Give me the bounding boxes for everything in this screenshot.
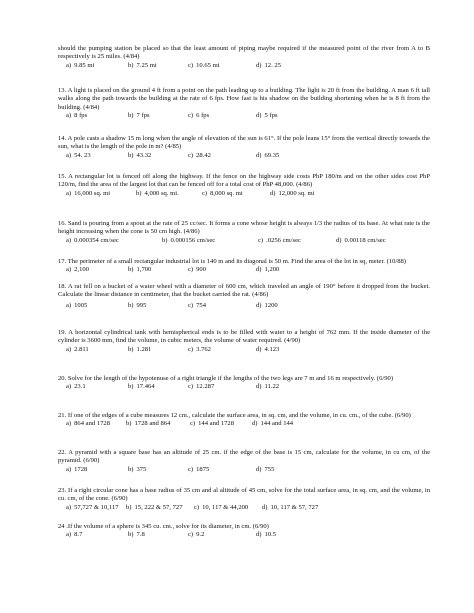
answer-options <box>66 466 430 474</box>
question-20 <box>58 375 430 392</box>
option-a: a) 23.1 <box>66 383 86 391</box>
option-a: a) 54. 23 <box>66 151 91 159</box>
option-d: d) 69.35 <box>256 151 280 159</box>
option-a: a) 9.85 mi <box>66 61 95 69</box>
answer-options <box>66 62 430 70</box>
option-c: c) 754 <box>188 301 207 309</box>
option-a: a) 1005 <box>66 301 88 309</box>
question-12-continued <box>58 45 430 70</box>
question-text: 17. The perimeter of a small rectangular industrial lot is 140 m and its diagonal is 50 m. Find the area of the lot in sq, meter. (10/88) <box>58 258 406 265</box>
option-d: d) 10, 117 & 57, 727 <box>262 503 319 511</box>
answer-options <box>66 266 430 274</box>
option-c: c) 10.65 mi <box>188 61 220 69</box>
option-c: c) 3.762 <box>188 345 211 353</box>
question-22 <box>58 449 430 474</box>
option-b: b) 17.464 <box>128 383 155 391</box>
option-d: d) 12. 25 <box>256 61 281 69</box>
question-18 <box>58 283 430 310</box>
option-c: c) 8,000 sq. mi <box>202 189 243 197</box>
option-b: b) 43.32 <box>128 151 152 159</box>
answer-options <box>66 346 430 354</box>
answer-options <box>66 302 430 310</box>
option-b: b) 995 <box>128 301 147 309</box>
option-c: c) .0256 cm/sec <box>258 236 301 244</box>
option-b: b) 1,700 <box>128 266 152 274</box>
option-a: a) 1728 <box>66 465 88 473</box>
option-c: c) 6 fps <box>188 112 210 120</box>
answer-options <box>66 237 430 245</box>
option-b: b) 7.8 <box>128 531 145 539</box>
question-23 <box>58 487 430 512</box>
option-a: a) 8 fps <box>66 112 88 120</box>
option-d: d) 755 <box>256 465 275 473</box>
answer-options <box>66 420 430 428</box>
answer-options <box>66 383 430 391</box>
question-text: 14. A pole casts a shadow 15 m long when the angle of elevation of the sun is 61°. If the pole leans 15° from the vertical directly towards the sun, what is the length of the pole in m? (4/85) <box>58 135 430 151</box>
question-text: should the pumping station be placed so that the least amount of piping maybe required if the measured point of the river from A to B respectively is 25 miles. (4/84) <box>58 45 430 61</box>
option-c: c) 10, 117 & 44,200 <box>194 503 249 511</box>
question-17 <box>58 258 430 275</box>
answer-options <box>66 152 430 160</box>
option-c: c) 12.287 <box>188 383 215 391</box>
option-b: b) 4,000 sq. mi. <box>136 189 179 197</box>
option-b: b) 0.000156 cm/sec <box>162 236 216 244</box>
option-b: b) 15, 222 & 57, 727 <box>126 503 183 511</box>
option-d: d) 1200 <box>256 301 278 309</box>
option-a: a) 2.811 <box>66 345 89 353</box>
question-19 <box>58 329 430 354</box>
question-24 <box>58 523 430 540</box>
option-d: d) 10.5 <box>256 531 277 539</box>
question-text: 16. Sand is pouring from a spout at the rate of 25 cc/sec. It forms a cone whose height is always 1/3 the radius of its base. At what rate is the height increasing when the cone is 50 cm high. (4/86) <box>58 220 430 236</box>
question-16 <box>58 220 430 245</box>
question-text: 15. A rectangular lot is fenced off along the highway. If the fence on the highway side costs PhP 180/m and on the other sides cost PhP 120/m, find the area of the largest lot that can be fenced off for a total cost of PhP 48,000. (4/86) <box>58 173 430 189</box>
option-d: d) 1,200 <box>256 266 280 274</box>
answer-options <box>66 504 430 512</box>
option-c: c) 900 <box>188 266 207 274</box>
option-c: c) 28.42 <box>188 151 211 159</box>
question-15 <box>58 173 430 198</box>
option-a: a) 8.7 <box>66 531 83 539</box>
option-b: b) 375 <box>128 465 147 473</box>
option-a: a) 0.000354 cm/sec <box>66 236 119 244</box>
option-d: d) 11.22 <box>256 383 280 391</box>
question-13 <box>58 87 430 121</box>
option-d: d) 4.123 <box>256 345 280 353</box>
option-a: a) 2,100 <box>66 266 89 274</box>
answer-options <box>66 531 430 539</box>
option-d: d) 0.00118 cm/sec <box>336 236 386 244</box>
question-text: 23. If a right circular cone has a base radius of 35 cm and al altitude of 45 cm, solve for the total surface area, in sq. cm, and the volume, in cu. cm, of the cone. (6/90) <box>58 487 430 503</box>
option-a: a) 57,727 & 10,117 <box>66 503 119 511</box>
answer-options <box>66 112 430 120</box>
question-text: 22. A pyramid with a square base has an altitude of 25 cm. if the edge of the base is 15 cm, calculate for the volume, in cu cm, of the pyramid. (6/90) <box>58 449 430 465</box>
option-a: a) 16,000 sq. mi <box>66 189 111 197</box>
answer-options <box>66 190 430 198</box>
question-text: 18. A rat fell on a bucket of a water wheel with a diameter of 600 cm, which traveled an angle of 190° before it dropped from the bucket. Calculate the linear distance in centimeter, that the bucket carried the rat. (4/86) <box>58 283 430 299</box>
option-b: b) 1.281 <box>128 345 152 353</box>
question-text: 20. Solve for the length of the hypotenuse of a right triangle if the lengths of the two legs are 7 m and 16 m respectively. (6/90) <box>58 375 394 382</box>
option-a: a) 864 and 1728 <box>66 420 111 428</box>
question-text: 21. If one of the edges of a cube measures 12 cm., calculate the surface area, in sq. cm, and the volume, in cu. cm., of the cube. (6/90) <box>58 412 411 419</box>
option-b: b) 1728 and 864 <box>126 420 171 428</box>
question-text: 13. A light is placed on the ground 4 ft from a point on the path leading up to a building. The light is 20 ft from the building. A man 6 ft tall walks along the path towards the building at the rate of 6 fps. How fast is his shadow on the building shortening when he is 8 ft from the building. (4/84) <box>58 87 430 111</box>
option-b: b) 7 fps <box>128 112 150 120</box>
option-c: c) 144 and 1728 <box>190 420 235 428</box>
option-c: c) 1875 <box>188 465 210 473</box>
question-14 <box>58 135 430 160</box>
question-text: 19. A horizontal cylindrical tank with hemispherical ends is to be filled with water to a height of 762 mm. If the inside diameter of the cylinder is 3600 mm, find the volume, in cubic meters, the volume of water required. (4/90) <box>58 329 430 345</box>
option-d: d) 5 fps <box>256 112 278 120</box>
option-b: b) 7.25 mi <box>128 61 157 69</box>
option-d: d) 12,000 sq. mi <box>270 189 315 197</box>
question-text: 24 .If the volume of a sphere is 345 cu. cm., solve for its diameter, in cm. (6/90) <box>58 523 269 530</box>
option-c: c) 9.2 <box>188 531 205 539</box>
question-21 <box>58 412 430 429</box>
option-d: d) 144 and 144 <box>252 420 294 428</box>
